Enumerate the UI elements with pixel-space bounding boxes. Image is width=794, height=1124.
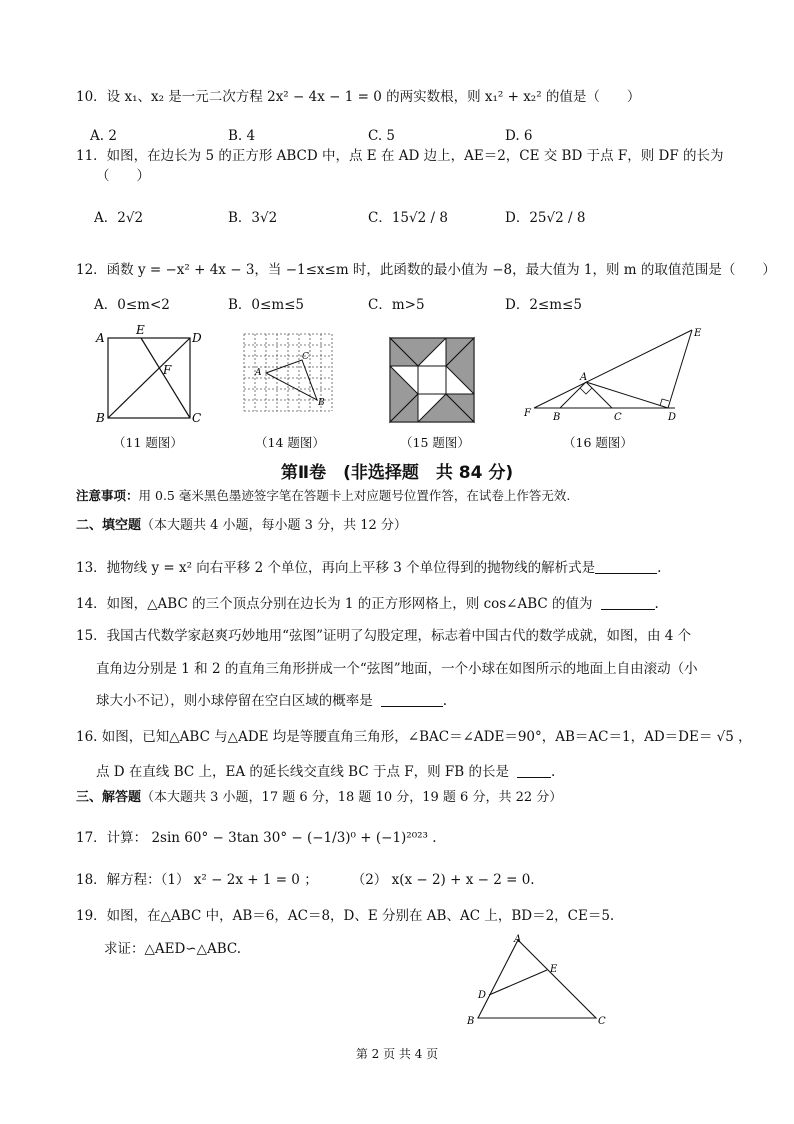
q11-paren: （ ） <box>96 168 150 184</box>
notice-text: 用 0.5 毫米黑色墨迹签字笔在答题卡上对应题号位置作答，在试卷上作答无效. <box>138 488 571 503</box>
q19-line2: 求证：△AED∽△ABC. <box>104 941 242 957</box>
q15-end: . <box>442 693 448 709</box>
q13-text: 13．抛物线 y = x² 向右平移 2 个单位，再向上平移 3 个单位得到的抛物线的解析式是 <box>76 560 596 576</box>
q12-option-a: A．0≤m<2 <box>94 297 170 313</box>
section2-heading: 二、填空题 <box>76 518 142 533</box>
q10-option-d: D. 6 <box>505 128 533 144</box>
q16-end: . <box>551 764 556 780</box>
caption-16: （16 题图） <box>563 435 633 450</box>
q14 <box>76 595 659 613</box>
fig16-label-d: D <box>668 412 677 423</box>
part2-title: 第Ⅱ卷 (非选择题 共 84 分) <box>280 463 514 483</box>
q14-blank <box>601 595 655 610</box>
q11-option-a: A．2√2 <box>94 210 144 226</box>
q13 <box>76 559 661 577</box>
q19-line1: 19．如图，在△ABC 中，AB＝6，AC＝8，D、E 分别在 AB、AC 上，BD＝2，CE＝5. <box>76 908 615 924</box>
q15-line2: 直角边分别是 1 和 2 的直角三角形拼成一个“弦图”地面，一个小球在如图所示的地面上自由滚动（小 <box>96 661 698 677</box>
fig11-label-a: A <box>96 331 105 345</box>
section3-heading: 三、解答题 <box>76 790 142 805</box>
fig11-label-e: E <box>136 323 145 337</box>
fig19-label-e: E <box>550 964 558 975</box>
q11-option-d: D．25√2 / 8 <box>505 210 586 226</box>
part2-notice <box>76 487 570 505</box>
fig19-label-d: D <box>478 990 487 1001</box>
q16-line2: 点 D 在直线 BC 上，EA 的延长线交直线 BC 于点 F，则 FB 的长是 <box>96 764 509 780</box>
q10-option-b: B. 4 <box>228 128 256 144</box>
q12-stem: 12．函数 y = −x² + 4x − 3，当 −1≤x≤m 时，此函数的最小值为 −8，最大值为 1，则 m 的取值范围是（ ） <box>76 262 776 278</box>
q14-text: 14．如图，△ABC 的三个顶点分别在边长为 1 的正方形网格上，则 cos∠ABC 的值为 <box>76 596 593 612</box>
q10-stem: 10．设 x₁、x₂ 是一元二次方程 2x² − 4x − 1 = 0 的两实数根，则 x₁² + x₂² 的值是（ ） <box>76 89 641 105</box>
figure-19 <box>462 932 612 1028</box>
fig14-label-c: C <box>302 352 309 362</box>
notice-label: 注意事项： <box>76 488 139 503</box>
caption-11: （11 题图） <box>113 435 183 450</box>
figure-15 <box>388 336 478 424</box>
figure-16 <box>520 322 710 426</box>
q17-text: 17．计算： 2sin 60° − 3tan 30° − (−1/3)⁰ + (−1)²⁰²³ . <box>76 830 437 846</box>
q15-line3: 球大小不记），则小球停留在空白区域的概率是 <box>96 693 373 709</box>
fig11-label-c: C <box>192 411 202 425</box>
q11-option-c: C．15√2 / 8 <box>368 210 448 226</box>
fig16-label-e: E <box>694 328 702 339</box>
q12-option-c: C．m>5 <box>368 297 425 313</box>
q12-option-d: D．2≤m≤5 <box>505 297 582 313</box>
section3-heading-line <box>76 789 562 807</box>
fig19-label-a: A <box>514 934 522 945</box>
page-footer: 第 2 页 共 4 页 <box>355 1047 439 1061</box>
fig16-label-f: F <box>524 408 531 419</box>
fig19-label-b: B <box>467 1016 475 1027</box>
fig11-label-b: B <box>96 411 105 425</box>
q15-blank <box>381 692 443 707</box>
q18-part1: 18．解方程：（1） x² − 2x + 1 = 0 ； <box>76 872 318 888</box>
q16-blank <box>517 763 551 778</box>
q15-line3-wrap <box>96 692 447 710</box>
q11-stem: 11．如图，在边长为 5 的正方形 ABCD 中，点 E 在 AD 边上，AE＝2，CE 交 BD 于点 F，则 DF 的长为 <box>76 148 724 164</box>
q12-option-b: B．0≤m≤5 <box>228 297 305 313</box>
q18-part2: （2） x(x − 2) + x − 2 = 0. <box>351 872 535 888</box>
q13-blank <box>595 559 657 574</box>
q10-option-c: C. 5 <box>368 128 396 144</box>
q16-line1: 16. 如图，已知△ABC 与△ADE 均是等腰直角三角形，∠BAC＝∠ADE＝90°，AB＝AC＝1，AD＝DE＝ √5 ， <box>76 729 752 745</box>
q14-end: . <box>654 596 659 612</box>
figure-14 <box>240 330 336 422</box>
fig14-label-b: B <box>318 398 325 408</box>
fig14-label-a: A <box>255 368 262 378</box>
q13-end: . <box>657 560 662 576</box>
fig11-label-f: F <box>163 363 172 377</box>
section2-desc: （本大题共 4 小题，每小题 3 分，共 12 分） <box>141 518 407 533</box>
fig16-label-b: B <box>553 412 561 423</box>
caption-15: （15 题图） <box>400 435 470 450</box>
q18 <box>76 871 535 889</box>
section3-desc: （本大题共 3 小题，17 题 6 分，18 题 10 分，19 题 6 分，共 22 分） <box>141 790 563 805</box>
figure-11 <box>92 322 204 426</box>
q10-option-a: A. 2 <box>90 128 117 144</box>
q15-line1: 15．我国古代数学家赵爽巧妙地用“弦图”证明了勾股定理，标志着中国古代的数学成就，如图，由 4 个 <box>76 628 692 644</box>
caption-14: （14 题图） <box>255 435 325 450</box>
fig11-label-d: D <box>192 331 202 345</box>
section2-heading-line <box>76 517 407 535</box>
q16-line2-wrap <box>96 763 555 781</box>
fig19-label-c: C <box>598 1016 606 1027</box>
q11-option-b: B．3√2 <box>228 210 278 226</box>
fig16-label-c: C <box>614 412 622 423</box>
fig16-label-a: A <box>580 372 588 383</box>
